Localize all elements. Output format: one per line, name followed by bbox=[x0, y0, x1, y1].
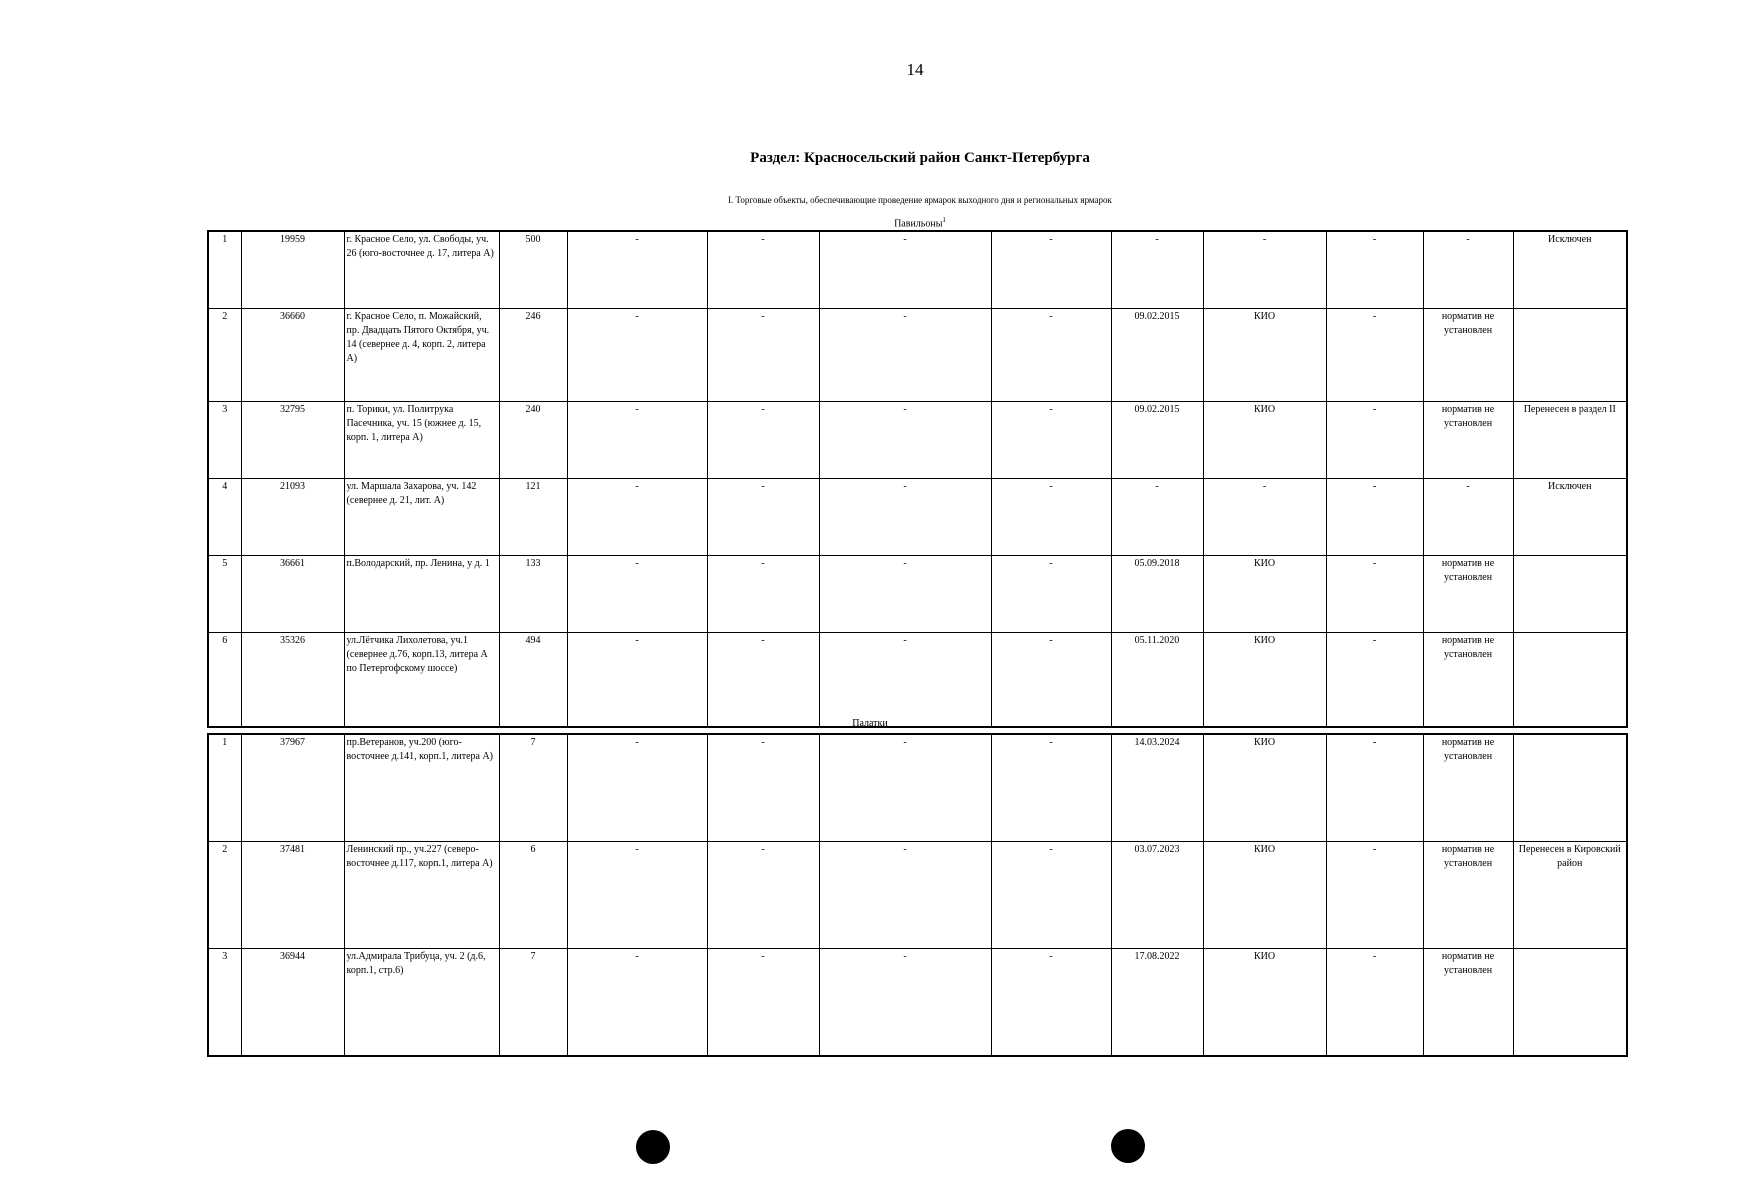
cell-object-id: 21093 bbox=[241, 478, 344, 555]
cell-col-7: - bbox=[819, 555, 991, 632]
cell-col-7: - bbox=[819, 632, 991, 727]
cell-col-5: - bbox=[567, 401, 707, 478]
cell-col-11: - bbox=[1326, 308, 1423, 401]
cell-normative: норматив не установлен bbox=[1423, 841, 1513, 948]
cell-address: ул.Адмирала Трибуца, уч. 2 (д.6, корп.1, стр.6) bbox=[344, 948, 499, 1056]
cell-normative: норматив не установлен bbox=[1423, 948, 1513, 1056]
cell-normative: - bbox=[1423, 478, 1513, 555]
table-subtitle: I. Торговые объекты, обеспечивающие проведение ярмарок выходного дня и региональных ярмарок bbox=[728, 195, 1112, 205]
cell-note bbox=[1513, 308, 1627, 401]
cell-address: ул. Маршала Захарова, уч. 142 (севернее д. 21, лит. А) bbox=[344, 478, 499, 555]
table-row bbox=[208, 841, 1627, 948]
cell-object-id: 35326 bbox=[241, 632, 344, 727]
table-row bbox=[208, 632, 1627, 727]
cell-row-number: 3 bbox=[208, 401, 241, 478]
cell-row-number: 1 bbox=[208, 734, 241, 841]
cell-col-11: - bbox=[1326, 401, 1423, 478]
cell-area: 133 bbox=[499, 555, 567, 632]
cell-col-5: - bbox=[567, 948, 707, 1056]
cell-col-7: - bbox=[819, 231, 991, 308]
cell-date: 09.02.2015 bbox=[1111, 401, 1203, 478]
cell-col-8: - bbox=[991, 231, 1111, 308]
cell-object-id: 36660 bbox=[241, 308, 344, 401]
cell-col-8: - bbox=[991, 478, 1111, 555]
cell-date: - bbox=[1111, 231, 1203, 308]
cell-organization: КИО bbox=[1203, 948, 1326, 1056]
cell-organization: КИО bbox=[1203, 555, 1326, 632]
cell-col-8: - bbox=[991, 632, 1111, 727]
cell-row-number: 2 bbox=[208, 308, 241, 401]
cell-col-5: - bbox=[567, 734, 707, 841]
cell-normative: - bbox=[1423, 231, 1513, 308]
cell-date: - bbox=[1111, 478, 1203, 555]
cell-object-id: 36661 bbox=[241, 555, 344, 632]
cell-organization: КИО bbox=[1203, 734, 1326, 841]
cell-col-6: - bbox=[707, 948, 819, 1056]
cell-address: г. Красное Село, ул. Свободы, уч. 26 (юго-восточнее д. 17, литера А) bbox=[344, 231, 499, 308]
cell-normative: норматив не установлен bbox=[1423, 555, 1513, 632]
cell-object-id: 36944 bbox=[241, 948, 344, 1056]
ink-blot-mark bbox=[1111, 1129, 1145, 1163]
cell-col-5: - bbox=[567, 231, 707, 308]
cell-col-7: - bbox=[819, 841, 991, 948]
cell-address: г. Красное Село, п. Можайский, пр. Двадцать Пятого Октября, уч. 14 (севернее д. 4, корп. 2, литера А) bbox=[344, 308, 499, 401]
tents-table bbox=[207, 733, 1628, 1057]
cell-col-11: - bbox=[1326, 231, 1423, 308]
cell-note: Перенесен в Кировский район bbox=[1513, 841, 1627, 948]
table-row bbox=[208, 734, 1627, 841]
cell-col-7: - bbox=[819, 478, 991, 555]
cell-object-id: 37481 bbox=[241, 841, 344, 948]
cell-object-id: 37967 bbox=[241, 734, 344, 841]
cell-note bbox=[1513, 734, 1627, 841]
cell-normative: норматив не установлен bbox=[1423, 734, 1513, 841]
cell-date: 05.11.2020 bbox=[1111, 632, 1203, 727]
cell-note bbox=[1513, 555, 1627, 632]
cell-date: 05.09.2018 bbox=[1111, 555, 1203, 632]
cell-organization: КИО bbox=[1203, 401, 1326, 478]
cell-col-8: - bbox=[991, 948, 1111, 1056]
cell-col-6: - bbox=[707, 308, 819, 401]
cell-area: 6 bbox=[499, 841, 567, 948]
cell-area: 121 bbox=[499, 478, 567, 555]
cell-organization: - bbox=[1203, 231, 1326, 308]
table-row bbox=[208, 308, 1627, 401]
cell-col-11: - bbox=[1326, 555, 1423, 632]
cell-col-11: - bbox=[1326, 948, 1423, 1056]
cell-organization: КИО bbox=[1203, 841, 1326, 948]
cell-col-5: - bbox=[567, 632, 707, 727]
cell-row-number: 5 bbox=[208, 555, 241, 632]
table-row bbox=[208, 555, 1627, 632]
footnote-marker: 1 bbox=[942, 216, 946, 224]
cell-date: 03.07.2023 bbox=[1111, 841, 1203, 948]
group-label-text: Павильоны bbox=[894, 218, 943, 230]
cell-area: 240 bbox=[499, 401, 567, 478]
cell-col-8: - bbox=[991, 555, 1111, 632]
cell-address: п.Володарский, пр. Ленина, у д. 1 bbox=[344, 555, 499, 632]
cell-address: п. Торики, ул. Политрука Пасечника, уч. 15 (южнее д. 15, корп. 1, литера А) bbox=[344, 401, 499, 478]
cell-col-8: - bbox=[991, 401, 1111, 478]
cell-row-number: 4 bbox=[208, 478, 241, 555]
section-title: Раздел: Красносельский район Санкт-Петербурга bbox=[750, 150, 1090, 166]
cell-address: ул.Лётчика Лихолетова, уч.1 (севернее д.76, корп.13, литера А по Петергофскому шоссе) bbox=[344, 632, 499, 727]
cell-organization: КИО bbox=[1203, 632, 1326, 727]
cell-area: 494 bbox=[499, 632, 567, 727]
cell-date: 14.03.2024 bbox=[1111, 734, 1203, 841]
table-row bbox=[208, 948, 1627, 1056]
cell-col-7: - bbox=[819, 401, 991, 478]
cell-normative: норматив не установлен bbox=[1423, 632, 1513, 727]
cell-row-number: 6 bbox=[208, 632, 241, 727]
cell-note: Перенесен в раздел II bbox=[1513, 401, 1627, 478]
cell-col-7: - bbox=[819, 308, 991, 401]
cell-area: 7 bbox=[499, 734, 567, 841]
cell-date: 09.02.2015 bbox=[1111, 308, 1203, 401]
cell-col-6: - bbox=[707, 734, 819, 841]
cell-col-5: - bbox=[567, 308, 707, 401]
cell-col-5: - bbox=[567, 478, 707, 555]
cell-row-number: 3 bbox=[208, 948, 241, 1056]
cell-col-8: - bbox=[991, 841, 1111, 948]
cell-note bbox=[1513, 632, 1627, 727]
cell-col-6: - bbox=[707, 555, 819, 632]
cell-col-11: - bbox=[1326, 478, 1423, 555]
table-row bbox=[208, 231, 1627, 308]
cell-col-7: - bbox=[819, 948, 991, 1056]
cell-area: 7 bbox=[499, 948, 567, 1056]
cell-col-8: - bbox=[991, 734, 1111, 841]
group-label-pavilions bbox=[880, 216, 960, 229]
cell-object-id: 32795 bbox=[241, 401, 344, 478]
cell-note bbox=[1513, 948, 1627, 1056]
cell-col-8: - bbox=[991, 308, 1111, 401]
cell-normative: норматив не установлен bbox=[1423, 308, 1513, 401]
cell-col-11: - bbox=[1326, 632, 1423, 727]
cell-address: пр.Ветеранов, уч.200 (юго-восточнее д.141, корп.1, литера А) bbox=[344, 734, 499, 841]
table-row bbox=[208, 478, 1627, 555]
cell-address: Ленинский пр., уч.227 (северо-восточнее д.117, корп.1, литера А) bbox=[344, 841, 499, 948]
cell-col-6: - bbox=[707, 401, 819, 478]
cell-organization: - bbox=[1203, 478, 1326, 555]
cell-normative: норматив не установлен bbox=[1423, 401, 1513, 478]
cell-note: Исключен bbox=[1513, 231, 1627, 308]
cell-organization: КИО bbox=[1203, 308, 1326, 401]
cell-col-7: - bbox=[819, 734, 991, 841]
table-row bbox=[208, 401, 1627, 478]
cell-object-id: 19959 bbox=[241, 231, 344, 308]
ink-blot-mark bbox=[636, 1130, 670, 1164]
cell-col-5: - bbox=[567, 555, 707, 632]
cell-area: 500 bbox=[499, 231, 567, 308]
cell-col-6: - bbox=[707, 632, 819, 727]
group-label-tents: Палатки bbox=[852, 718, 888, 729]
cell-col-11: - bbox=[1326, 734, 1423, 841]
cell-area: 246 bbox=[499, 308, 567, 401]
pavilions-table bbox=[207, 230, 1628, 728]
cell-col-6: - bbox=[707, 478, 819, 555]
cell-date: 17.08.2022 bbox=[1111, 948, 1203, 1056]
page-number: 14 bbox=[906, 60, 924, 79]
cell-col-11: - bbox=[1326, 841, 1423, 948]
cell-note: Исключен bbox=[1513, 478, 1627, 555]
cell-col-5: - bbox=[567, 841, 707, 948]
cell-row-number: 1 bbox=[208, 231, 241, 308]
cell-col-6: - bbox=[707, 231, 819, 308]
cell-row-number: 2 bbox=[208, 841, 241, 948]
cell-col-6: - bbox=[707, 841, 819, 948]
